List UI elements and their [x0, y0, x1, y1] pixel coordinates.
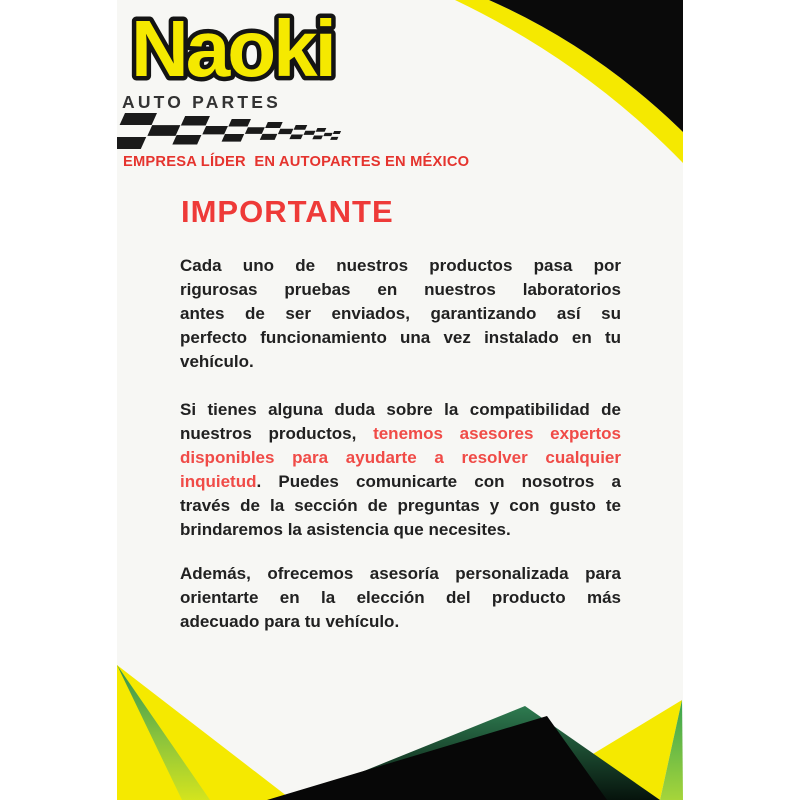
body-text: Además, ofrecemos asesoría personalizada para: [180, 564, 621, 583]
body-text: antes de ser enviados, garantizando así su: [180, 304, 621, 323]
body-line: [180, 494, 621, 518]
flag-check-cell: [120, 113, 157, 125]
body-line: [180, 302, 621, 326]
page-title: IMPORTANTE: [181, 194, 394, 229]
bottom-decoration: [117, 660, 683, 800]
body-line: [180, 254, 621, 278]
highlighted-text: tenemos asesores expertos: [373, 424, 621, 443]
flyer-card: [117, 0, 683, 800]
body-text: rigurosas pruebas en nuestros laboratorios: [180, 280, 621, 299]
highlighted-text: inquietud: [180, 472, 257, 491]
body-line: [180, 446, 621, 470]
body-line: [180, 562, 621, 586]
body-line: [180, 350, 621, 374]
body-line: [180, 586, 621, 610]
paragraph-quality: [180, 254, 621, 374]
body-text: adecuado para tu vehículo.: [180, 612, 400, 631]
body-text: brindaremos la asistencia que necesites.: [180, 520, 511, 539]
flag-check-cell: [278, 129, 293, 134]
body-text: Si tienes alguna duda sobre la compatibilidad de: [180, 400, 621, 419]
flag-check-cell: [260, 134, 278, 140]
flag-check-cell: [312, 135, 323, 139]
flag-check-cell: [265, 122, 283, 128]
flag-check-cell: [245, 127, 265, 134]
brand-tagline: EMPRESA LÍDER EN AUTOPARTES EN MÉXICO: [123, 154, 470, 170]
body-line: [180, 470, 621, 494]
flag-check-cell: [323, 133, 332, 136]
body-line: [180, 422, 621, 446]
body-text: . Puedes comunicarte con nosotros a: [256, 472, 621, 491]
highlighted-text: disponibles para ayudarte a resolver cualquier: [180, 448, 621, 467]
brand-logo-text: Naoki: [131, 4, 334, 93]
flag-check-cell: [172, 135, 201, 145]
brand-logo: [123, 0, 483, 98]
flag-check-cell: [222, 134, 245, 142]
body-line: [180, 518, 621, 542]
body-line: [180, 610, 621, 634]
left-yellow-triangle: [117, 665, 292, 800]
body-text: través de la sección de preguntas y con gusto te: [180, 496, 621, 515]
body-text: Cada uno de nuestros productos pasa por: [180, 256, 621, 275]
flag-check-cell: [228, 119, 251, 127]
flag-check-cell: [147, 125, 180, 136]
body-line: [180, 398, 621, 422]
flag-check-cell: [303, 131, 315, 135]
flag-check-cell: [330, 137, 338, 140]
flag-check-cell: [333, 131, 341, 134]
flag-check-cell: [316, 128, 327, 132]
brand-subtitle: AUTO PARTES: [122, 92, 282, 112]
flag-check-cell: [202, 126, 228, 134]
flag-check-cell: [289, 134, 303, 139]
body-line: [180, 278, 621, 302]
body-text: vehículo.: [180, 352, 254, 371]
flag-check-cell: [294, 125, 308, 130]
paragraph-compatibility: [180, 398, 621, 542]
body-text: perfecto funcionamiento una vez instalado en tu: [180, 328, 621, 347]
body-text: orientarte en la elección del producto más: [180, 588, 621, 607]
flag-check-cell: [117, 137, 146, 149]
body-line: [180, 326, 621, 350]
flag-check-cell: [181, 116, 210, 126]
body-text: nuestros productos,: [180, 424, 374, 443]
paragraph-advice: [180, 562, 621, 634]
